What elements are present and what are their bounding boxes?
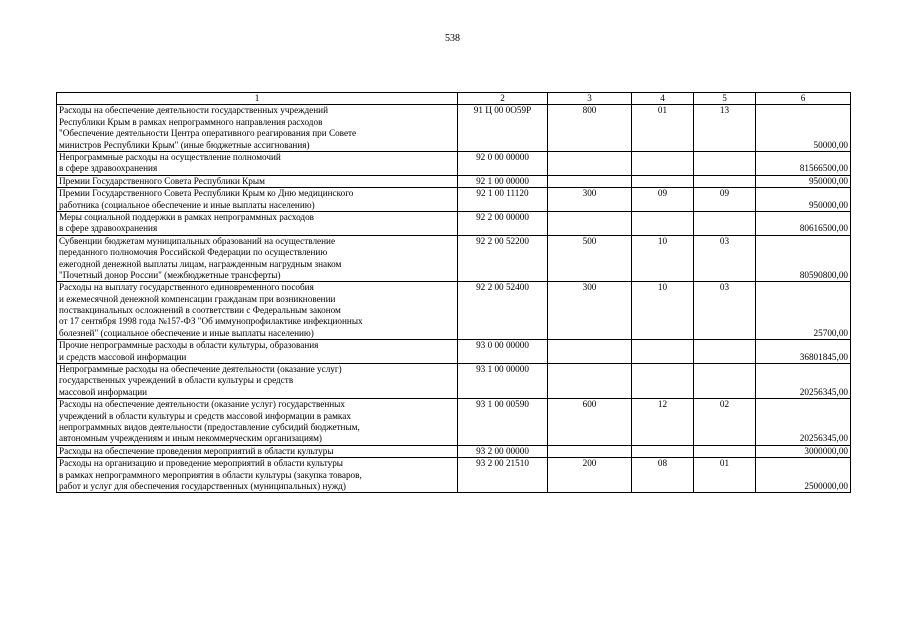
column-header: 5 <box>694 93 756 105</box>
expense-name-cell <box>57 175 458 187</box>
classification-code-cell: 92 2 00 52400 <box>458 282 548 340</box>
classification-code-cell: 92 1 00 00000 <box>458 175 548 187</box>
table-row <box>57 399 851 446</box>
column-header: 6 <box>756 93 851 105</box>
expense-name-line: Премии Государственного Совета Республики Крым ко Дню медицинского <box>59 188 354 199</box>
amount-cell: 25700,00 <box>756 282 851 340</box>
classification-code-cell: 91 Ц 00 0О59Р <box>458 105 548 152</box>
classification-code-cell: 93 1 00 00590 <box>458 399 548 446</box>
amount-cell: 20256345,00 <box>756 364 851 399</box>
classification-code-cell: 92 1 00 11120 <box>458 188 548 212</box>
section-cell: 09 <box>632 188 694 212</box>
amount-cell: 80616500,00 <box>756 211 851 235</box>
section-cell <box>632 175 694 187</box>
amount-cell: 2500000,00 <box>756 458 851 493</box>
expense-name-cell <box>57 340 458 364</box>
expense-type-cell <box>548 340 632 364</box>
table-row <box>57 235 851 282</box>
expense-name-line: учреждений в области культуры и средств массовой информации в рамках <box>59 410 351 421</box>
amount-cell: 36801845,00 <box>756 340 851 364</box>
section-cell <box>632 211 694 235</box>
classification-code-cell: 92 2 00 00000 <box>458 211 548 235</box>
expense-name-cell <box>57 282 458 340</box>
classification-code-cell: 93 0 00 00000 <box>458 340 548 364</box>
subsection-cell: 03 <box>694 235 756 282</box>
expense-name-line: работника (социальное обеспечение и иные выплаты населению) <box>59 199 315 210</box>
section-cell: 10 <box>632 282 694 340</box>
expense-name-line: Расходы на обеспечение деятельности (оказание услуг) государственных <box>59 399 345 410</box>
expense-name-line: в сфере здравоохранения <box>59 223 158 234</box>
table-row <box>57 458 851 493</box>
expense-name-line: Премии Государственного Совета Республики Крым <box>59 175 265 186</box>
expense-name-line: министров Республики Крым" (иные бюджетные ассигнования) <box>59 139 310 150</box>
column-header: 4 <box>632 93 694 105</box>
section-cell <box>632 151 694 175</box>
expense-name-cell <box>57 188 458 212</box>
classification-code-cell: 93 2 00 00000 <box>458 445 548 457</box>
expense-name-line: Расходы на организацию и проведение мероприятий в области культуры <box>59 458 343 469</box>
expense-name-cell <box>57 211 458 235</box>
section-cell <box>632 340 694 364</box>
table-row <box>57 445 851 457</box>
expense-name-line: в рамках непрограммного мероприятия в области культуры (закупка товаров, <box>59 469 362 480</box>
amount-cell: 80590800,00 <box>756 235 851 282</box>
amount-cell: 81566500,00 <box>756 151 851 175</box>
expense-name-cell <box>57 364 458 399</box>
expense-name-line: автономным учреждениям и иным некоммерческим организациям) <box>59 433 322 444</box>
expense-type-cell <box>548 364 632 399</box>
expense-name-line: непрограммных видов деятельности (предоставление субсидий бюджетным, <box>59 421 360 432</box>
expense-type-cell: 300 <box>548 188 632 212</box>
expense-type-cell <box>548 211 632 235</box>
expense-name-line: "Обеспечение деятельности Центра оперативного реагирования при Совете <box>59 128 357 139</box>
section-cell: 10 <box>632 235 694 282</box>
section-cell <box>632 445 694 457</box>
amount-cell: 950000,00 <box>756 188 851 212</box>
expense-name-line: Меры социальной поддержки в рамках непрограммных расходов <box>59 211 315 222</box>
subsection-cell: 13 <box>694 105 756 152</box>
expense-name-line: и ежемесячной денежной компенсации гражданам при возникновении <box>59 293 336 304</box>
expense-type-cell <box>548 445 632 457</box>
column-header: 1 <box>57 93 458 105</box>
subsection-cell: 03 <box>694 282 756 340</box>
expense-name-line: Республики Крым в рамках непрограммного направления расходов <box>59 116 323 127</box>
amount-cell: 50000,00 <box>756 105 851 152</box>
expense-name-cell <box>57 151 458 175</box>
expense-name-cell <box>57 445 458 457</box>
subsection-cell <box>694 445 756 457</box>
table-row <box>57 151 851 175</box>
expense-type-cell: 300 <box>548 282 632 340</box>
amount-cell: 950000,00 <box>756 175 851 187</box>
expense-type-cell: 800 <box>548 105 632 152</box>
expense-type-cell <box>548 175 632 187</box>
expense-name-line: поствакцинальных осложнений в соответствии с Федеральным законом <box>59 305 341 316</box>
expense-name-line: "Почетный донор России" (межбюджетные трансферты) <box>59 269 281 280</box>
subsection-cell: 02 <box>694 399 756 446</box>
expense-name-cell <box>57 458 458 493</box>
classification-code-cell: 92 2 00 52200 <box>458 235 548 282</box>
expense-name-line: государственных учреждений в области культуры и средств <box>59 375 294 386</box>
column-header: 2 <box>458 93 548 105</box>
table-row <box>57 364 851 399</box>
expense-name-line: и средств массовой информации <box>59 351 187 362</box>
expense-name-cell <box>57 399 458 446</box>
expense-name-line: в сфере здравоохранения <box>59 163 158 174</box>
expense-name-cell <box>57 105 458 152</box>
table-row <box>57 175 851 187</box>
expense-name-line: Непрограммные расходы на обеспечение деятельности (оказание услуг) <box>59 364 342 375</box>
expense-name-line: массовой информации <box>59 386 148 397</box>
table-row <box>57 282 851 340</box>
expense-name-line: Расходы на выплату государственного единовременного пособия <box>59 282 314 293</box>
section-cell: 12 <box>632 399 694 446</box>
subsection-cell <box>694 211 756 235</box>
expense-name-line: от 17 сентября 1998 года №157-ФЗ "Об иммунопрофилактике инфекционных <box>59 316 363 327</box>
expense-name-line: Субвенции бюджетам муниципальных образований на осуществление <box>59 235 336 246</box>
column-header: 3 <box>548 93 632 105</box>
subsection-cell: 01 <box>694 458 756 493</box>
expense-name-cell <box>57 235 458 282</box>
expense-name-line: переданного полномочия Российской Федерации по осуществлению <box>59 247 328 258</box>
amount-cell: 20256345,00 <box>756 399 851 446</box>
budget-table <box>56 92 851 493</box>
table-row <box>57 105 851 152</box>
expense-name-line: Прочие непрограммные расходы в области культуры, образования <box>59 340 319 351</box>
expense-type-cell <box>548 151 632 175</box>
expense-name-line: Расходы на обеспечение проведения мероприятий в области культуры <box>59 445 334 456</box>
section-cell <box>632 364 694 399</box>
expense-name-line: болезней" (социальное обеспечение и иные выплаты населению) <box>59 327 314 338</box>
classification-code-cell: 93 1 00 00000 <box>458 364 548 399</box>
expense-name-line: Расходы на обеспечение деятельности государственных учреждений <box>59 105 329 116</box>
subsection-cell <box>694 364 756 399</box>
section-cell: 08 <box>632 458 694 493</box>
header-row <box>57 93 851 105</box>
table-row <box>57 188 851 212</box>
table-row <box>57 211 851 235</box>
page-number: 538 <box>445 33 460 44</box>
subsection-cell <box>694 175 756 187</box>
classification-code-cell: 93 2 00 21510 <box>458 458 548 493</box>
subsection-cell <box>694 151 756 175</box>
table-row <box>57 340 851 364</box>
expense-type-cell: 500 <box>548 235 632 282</box>
expense-type-cell: 200 <box>548 458 632 493</box>
expense-name-line: ежегодной денежной выплаты лицам, награжденным нагрудным знаком <box>59 258 342 269</box>
expense-type-cell: 600 <box>548 399 632 446</box>
subsection-cell: 09 <box>694 188 756 212</box>
section-cell: 01 <box>632 105 694 152</box>
classification-code-cell: 92 0 00 00000 <box>458 151 548 175</box>
amount-cell: 3000000,00 <box>756 445 851 457</box>
subsection-cell <box>694 340 756 364</box>
expense-name-line: Непрограммные расходы на осуществление полномочий <box>59 151 281 162</box>
expense-name-line: работ и услуг для обеспечения государственных (муниципальных) нужд) <box>59 480 346 491</box>
